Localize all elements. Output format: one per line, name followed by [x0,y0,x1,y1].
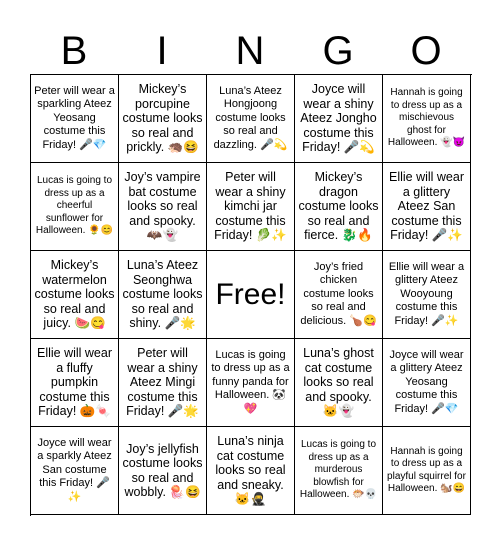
bingo-header [30,28,470,74]
bingo-cell[interactable] [119,339,207,427]
cell-text: Peter will wear a shiny kimchi jar costume this Friday! 🥬✨ [214,170,287,243]
bingo-cell[interactable] [31,339,119,427]
free-space[interactable] [207,251,295,339]
cell-text: Luna’s Ateez Seonghwa costume looks so real and shiny. 🎤🌟 [122,258,203,331]
header-letter-n: N [235,29,265,73]
bingo-cell[interactable] [119,427,207,515]
cell-text: Hannah is going to dress up as a mischievous ghost for Halloween. 👻😈 [387,87,466,149]
bingo-cell[interactable] [31,75,119,163]
cell-text: Joy’s jellyfish costume looks so real and wobbly. 🪼😆 [122,441,203,499]
cell-text: Lucas is going to dress up as a funny panda for Halloween. 🐼💖 [211,348,290,415]
bingo-cell[interactable] [119,163,207,251]
bingo-cell[interactable] [383,163,471,251]
bingo-cell[interactable] [207,75,295,163]
bingo-cell[interactable] [383,75,471,163]
bingo-cell[interactable] [295,339,383,427]
cell-text: Ellie will wear a fluffy pumpkin costume this Friday! 🎃🍬 [36,346,113,419]
header-letter-g: G [322,29,354,73]
cell-text: Peter will wear a shiny Ateez Mingi costume this Friday! 🎤🌟 [126,346,199,419]
bingo-cell[interactable] [383,427,471,515]
bingo-cell[interactable] [31,251,119,339]
bingo-cell[interactable] [295,251,383,339]
bingo-cell[interactable] [207,163,295,251]
cell-text: Mickey’s watermelon costume looks so real and juicy. 🍉😋 [34,258,115,331]
bingo-cell[interactable] [119,75,207,163]
bingo-cell[interactable] [383,339,471,427]
cell-text: Joyce will wear a shiny Ateez Jongho costume this Friday! 🎤💫 [300,82,377,155]
bingo-cell[interactable] [295,163,383,251]
cell-text: Hannah is going to dress up as a playful squirrel for Halloween. 🐿️😄 [387,445,466,494]
bingo-board [30,74,472,516]
cell-text: Ellie will wear a glittery Ateez Wooyoung costume this Friday! 🎤✨ [388,260,465,327]
cell-text: Peter will wear a sparkling Ateez Yeosang costume this Friday! 🎤💎 [34,84,115,151]
header-letter-o: O [410,29,442,73]
cell-text: Luna’s Ateez Hongjoong costume looks so real and dazzling. 🎤💫 [213,84,288,151]
bingo-cell[interactable] [295,427,383,515]
bingo-cell[interactable] [31,163,119,251]
cell-text: Mickey’s dragon costume looks so real and fierce. 🐉🔥 [298,170,379,243]
bingo-cell[interactable] [295,75,383,163]
bingo-cell[interactable] [383,251,471,339]
cell-text: Joyce will wear a glittery Ateez Yeosang costume this Friday! 🎤💎 [389,348,464,415]
bingo-cell[interactable] [119,251,207,339]
header-letter-b: B [60,29,88,73]
cell-text: Joyce will wear a sparkly Ateez San costume this Friday! 🎤✨ [37,436,112,503]
cell-text: Ellie will wear a glittery Ateez San costume this Friday! 🎤✨ [388,170,465,243]
cell-text: Joy’s vampire bat costume looks so real and spooky. 🦇👻 [124,170,201,243]
cell-text: Luna’s ghost cat costume looks so real and spooky. 🐱👻 [303,346,374,419]
bingo-cell[interactable] [31,427,119,515]
cell-text: Lucas is going to dress up as a cheerful sunflower for Halloween. 🌻😊 [35,175,114,237]
free-space-label: Free! [215,277,286,311]
cell-text: Luna’s ninja cat costume looks so real and sneaky. 🐱🥷 [215,434,286,507]
cell-text: Lucas is going to dress up as a murderous blowfish for Halloween. 🐡💀 [299,439,378,501]
bingo-cell[interactable] [207,339,295,427]
bingo-cell[interactable] [207,427,295,515]
header-letter-i: I [156,29,168,73]
cell-text: Mickey’s porcupine costume looks so real and prickly. 🦔😆 [122,82,203,155]
cell-text: Joy’s fried chicken costume looks so real and delicious. 🍗😋 [300,260,377,327]
